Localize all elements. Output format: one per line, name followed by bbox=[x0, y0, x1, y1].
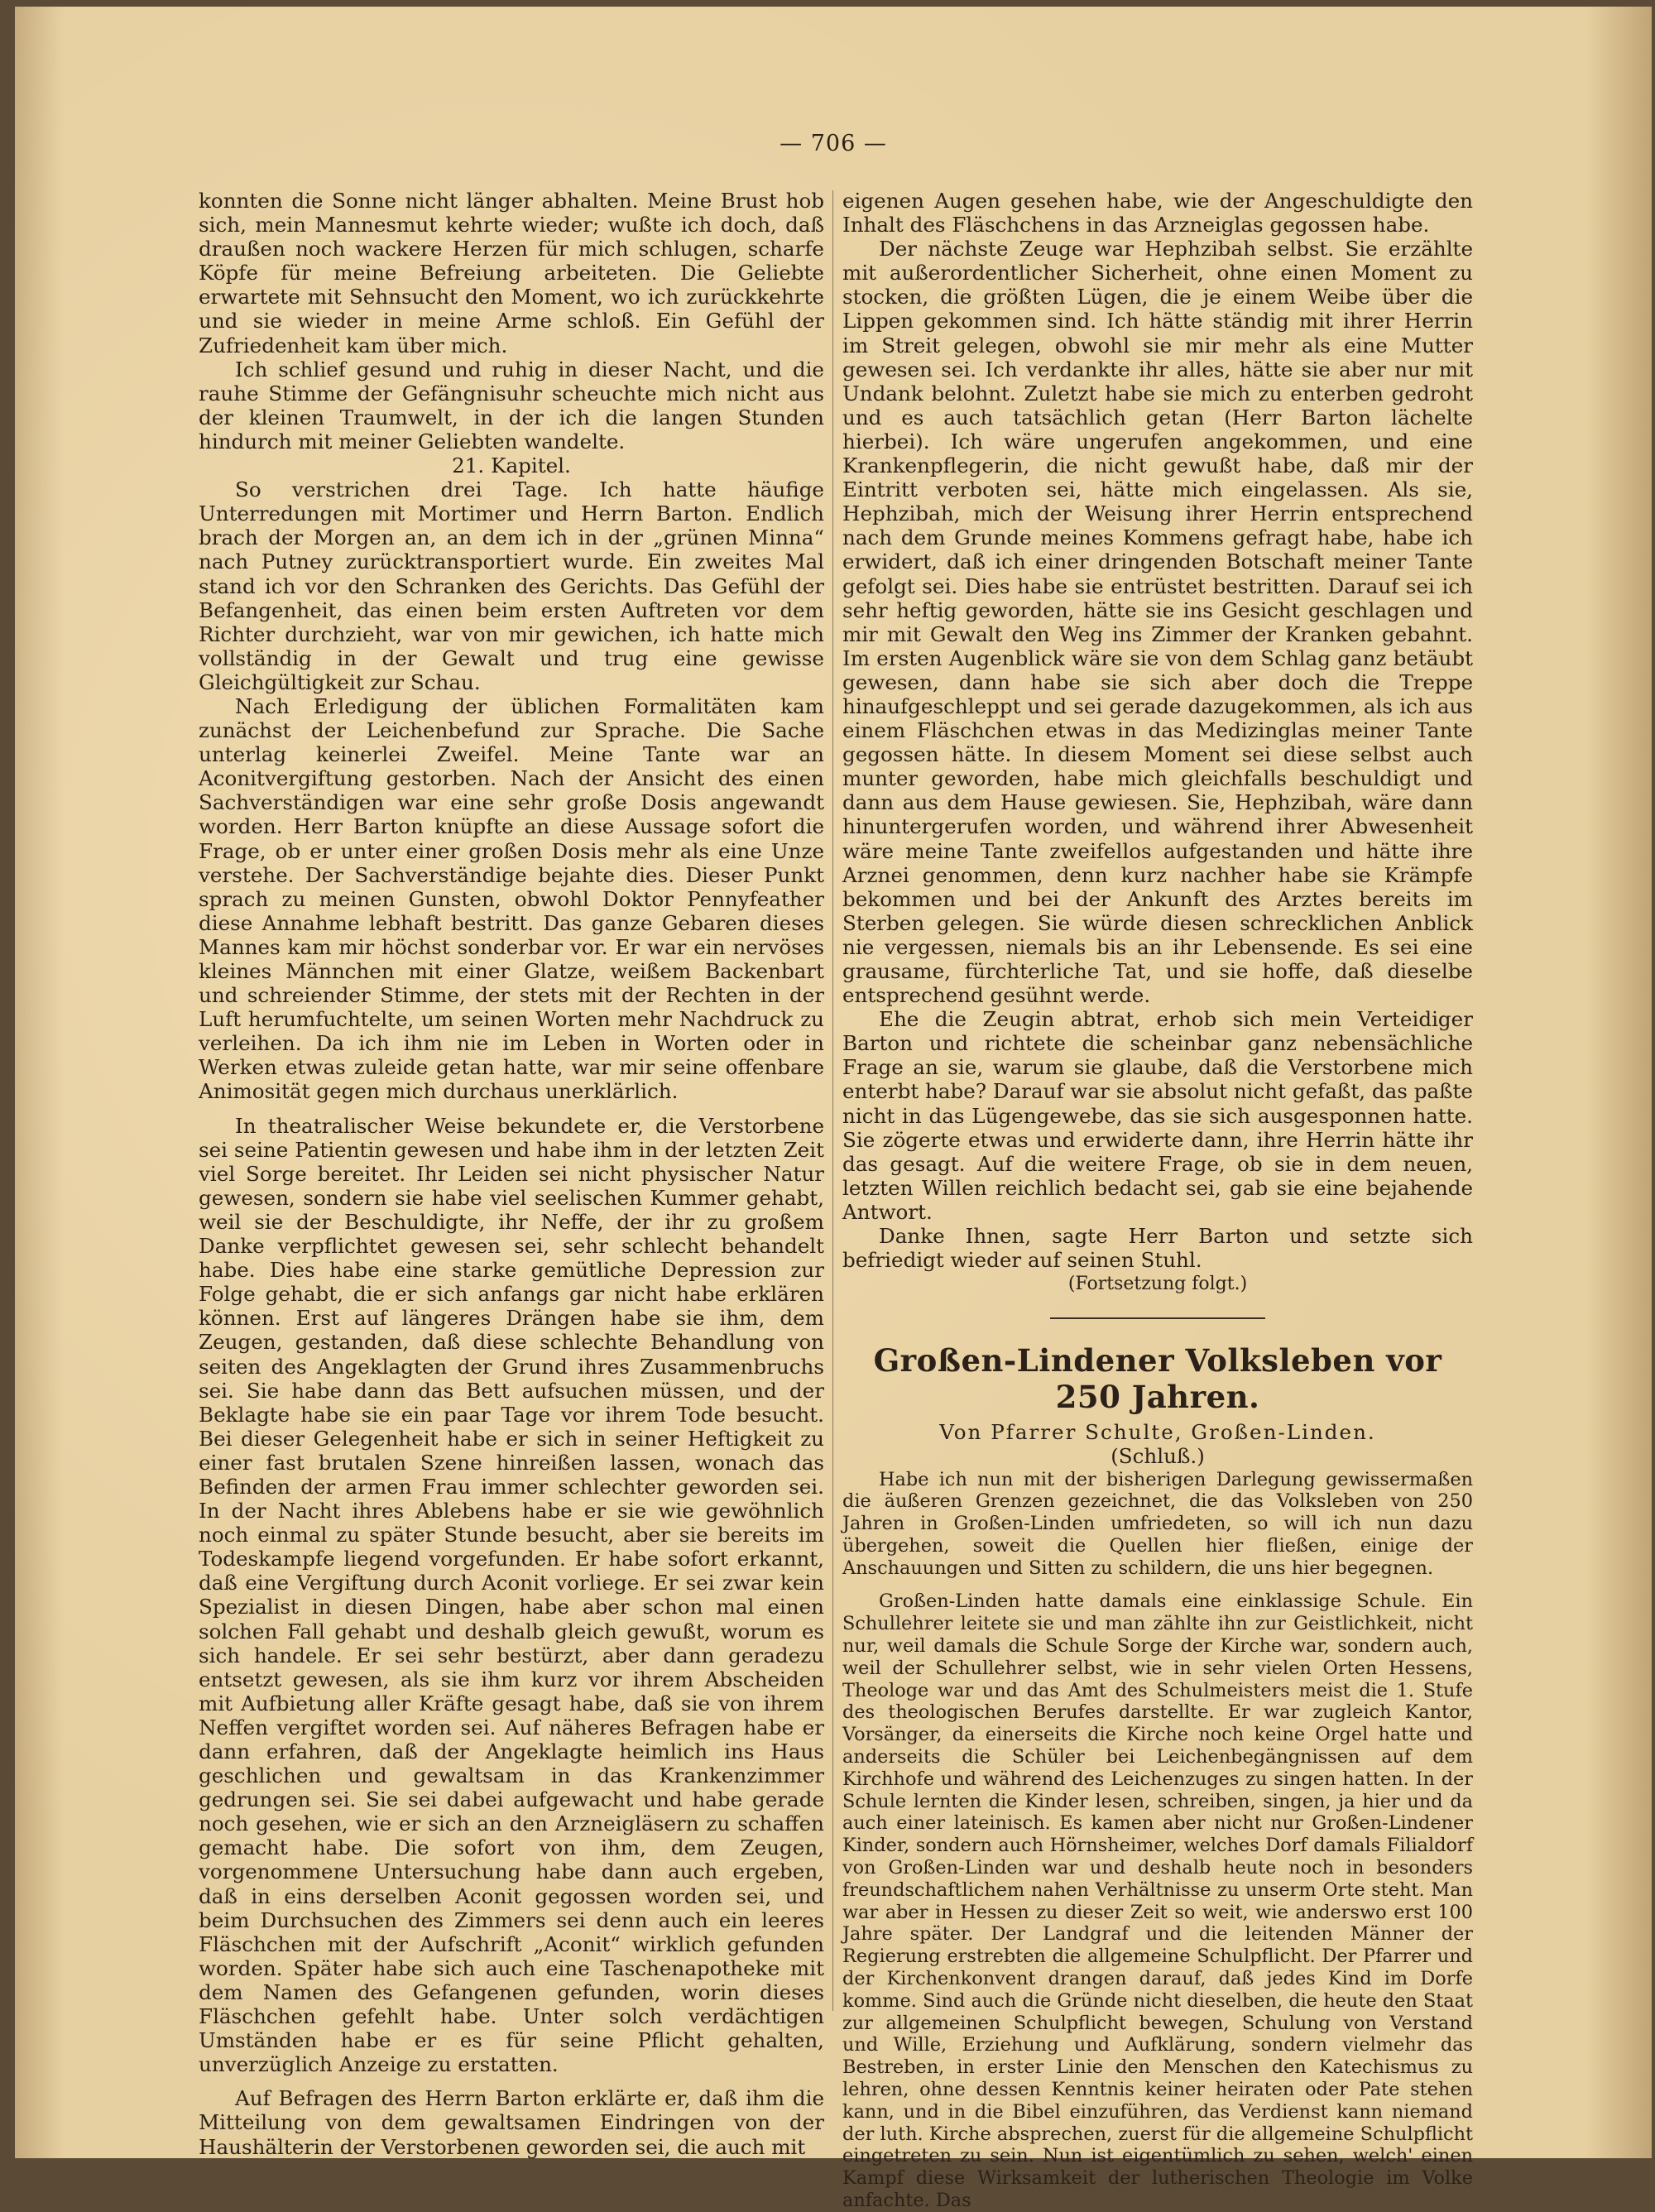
page-number: — 706 — bbox=[780, 131, 887, 156]
paragraph: So verstrichen drei Tage. Ich hatte häufige Unterredungen mit Mortimer und Herrn Barton. Endlich brach der Morgen an, an dem ich in der „grünen Minna“ nach Putney zurücktransportiert wurde. Ein zweites Mal stand ich vor den Schranken des Gerichts. Das Gefühl der Befangenheit, das einen beim ersten Auftreten vor dem Richter durchzieht, war von mir gewichen, ich hatte mich vollständig in der Gewalt und trug eine gewisse Gleichgültigkeit zur Schau. bbox=[199, 477, 824, 694]
left-column bbox=[199, 189, 824, 2159]
right-column bbox=[842, 189, 1473, 2212]
chapter-heading: 21. Kapitel. bbox=[452, 453, 571, 478]
article-byline: Von Pfarrer Schulte, Großen-Linden. bbox=[939, 1420, 1376, 1445]
paragraph: Großen-Linden hatte damals eine einklassige Schule. Ein Schullehrer leitete sie und man zählte ihn zur Geistlichkeit, nicht nur, weil damals die Schule Sorge der Kirche war, sondern auch, weil der Schullehrer selbst, wie in sehr vielen Orten Hessens, Theologe war und das Amt des Schulmeisters meist die 1. Stufe des theologischen Berufes darstellte. Er war zugleich Kantor, Vorsänger, da einerseits die Kirche noch keine Orgel hatte und anderseits die Schüler bei Leichenbegängnissen auf dem Kirchhofe und während des Leichenzuges zu singen hatten. In der Schule lernten die Kinder lesen, schreiben, singen, ja hier und da auch einer lateinisch. Es kamen aber nicht nur Großen-Lindener Kinder, sondern auch Hörnsheimer, welches Dorf damals Filialdorf von Großen-Linden war und deshalb heute noch in besonders freundschaftlichem nahen Verhältnisse zu unserm Orte steht. Man war aber in Hessen zu dieser Zeit so weit, wie anderswo erst 100 Jahre später. Der Landgraf und die leitenden Männer der Regierung erstrebten die allgemeine Schulpflicht. Der Pfarrer und der Kirchenkonvent drangen darauf, daß jedes Kind im Dorfe komme. Sind auch die Gründe nicht dieselben, die heute den Staat zur allgemeinen Schulpflicht bewegen, Schulung von Verstand und Wille, Erziehung und Aufklärung, sondern vielmehr das Bestreben, in erster Linie den Menschen den Katechismus zu lehren, ohne dessen Kenntnis keiner heiraten oder Pate stehen kann, und in die Bibel einzuführen, das Verdienst kann niemand der luth. Kirche absprechen, zuerst für die allgemeine Schulpflicht eingetreten zu sein. Nun ist eigentümlich zu sehen, welch' einen Kampf diese Wirksamkeit der lutherischen Theologie im Volke anfachte. Das bbox=[842, 1591, 1473, 2211]
article-title: Großen-Lindener Volksleben vor 250 Jahren. bbox=[873, 1342, 1442, 1416]
newspaper-page bbox=[15, 7, 1652, 2211]
paragraph: eigenen Augen gesehen habe, wie der Angeschuldigte den Inhalt des Fläschchens in das Arzneiglas gegossen habe. bbox=[842, 189, 1473, 238]
paragraph: Auf Befragen des Herrn Barton erklärte er, daß ihm die Mitteilung von dem gewaltsamen Eindringen von der Haushälterin der Verstorbenen geworden sei, die auch mit bbox=[199, 2086, 824, 2159]
paragraph: konnten die Sonne nicht länger abhalten. Meine Brust hob sich, mein Mannesmut kehrte wieder; wußte ich doch, daß draußen noch wackere Herzen für mich schlugen, scharfe Köpfe für meine Befreiung arbeiteten. Die Geliebte erwartete mit Sehnsucht den Moment, wo ich zurückkehrte und sie wieder in meine Arme schloß. Ein Gefühl der Zufriedenheit kam über mich. bbox=[199, 189, 824, 357]
paragraph: Der nächste Zeuge war Hephzibah selbst. Sie erzählte mit außerordentlicher Sicherheit, ohne einen Moment zu stocken, die größten Lügen, die je einem Weibe über die Lippen gekommen sind. Ich hätte ständig mit ihrer Herrin im Streit gelegen, obwohl sie mir mehr als eine Mutter gewesen sei. Ich verdankte ihr alles, hätte sie aber nur mit Undank belohnt. Zuletzt habe sie mich zu enterben gedroht und es auch tatsächlich getan (Herr Barton lächelte hierbei). Ich wäre ungerufen angekommen, und eine Krankenpflegerin, die nicht gewußt habe, daß mir der Eintritt verboten sei, hätte mich eingelassen. Als sie, Hephzibah, mich der Weisung ihrer Herrin entsprechend nach dem Grunde meines Kommens gefragt habe, habe ich erwidert, daß ich einer dringenden Botschaft meiner Tante gefolgt sei. Dies habe sie entrüstet bestritten. Darauf sei ich sehr heftig geworden, hätte sie ins Gesicht geschlagen und mir mit Gewalt den Weg ins Zimmer der Kranken gebahnt. Im ersten Augenblick wäre sie von dem Schlag ganz betäubt gewesen, dann habe sie sich aber doch die Treppe hinaufgeschleppt und sei gerade dazugekommen, als ich aus einem Fläschchen etwas in das Medizinglas meiner Tante gegossen hätte. In diesem Moment sei diese selbst auch munter geworden, habe mich gleichfalls beschuldigt und dann aus dem Hause gewiesen. Sie, Hephzibah, wäre dann hinuntergerufen worden, und während ihrer Abwesenheit wäre meine Tante zweifellos aufgestanden und hätte ihre Arznei genommen, denn kurz nachher habe sie Krämpfe bekommen und bei der Ankunft des Arztes bereits im Sterben gelegen. Sie würde diesen schrecklichen Anblick nie vergessen, niemals bis an ihr Lebensende. Es sei eine grausame, fürchterliche Tat, und sie hoffe, daß dieselbe entsprechend gesühnt werde. bbox=[842, 237, 1473, 1008]
column-divider bbox=[832, 190, 833, 2011]
paragraph: Danke Ihnen, sagte Herr Barton und setzte sich befriedigt wieder auf seinen Stuhl. bbox=[842, 1224, 1473, 1273]
paragraph: Ich schlief gesund und ruhig in dieser Nacht, und die rauhe Stimme der Gefängnisuhr scheuchte mich nicht aus der kleinen Traumwelt, in der ich die langen Stunden hindurch mit meiner Geliebten wandelte. bbox=[199, 357, 824, 453]
paragraph: Ehe die Zeugin abtrat, erhob sich mein Verteidiger Barton und richtete die scheinbar ganz nebensächliche Frage an sie, warum sie glaube, daß die Verstorbene mich enterbt habe? Darauf war sie absolut nicht gefaßt, das paßte nicht in das Lügengewebe, das sie sich ausgesponnen hatte. Sie zögerte etwas und erwiderte dann, ihre Herrin hätte ihr das gesagt. Auf die weitere Frage, ob sie in dem neuen, letzten Willen reichlich bedacht sei, gab sie eine bejahende Antwort. bbox=[842, 1007, 1473, 1224]
paragraph: In theatralischer Weise bekundete er, die Verstorbene sei seine Patientin gewesen und habe ihm in der letzten Zeit viel Sorge bereitet. Ihr Leiden sei nicht physischer Natur gewesen, sondern sie habe viel seelischen Kummer gehabt, weil sie der Beschuldigte, ihr Neffe, der ihr zu großem Danke verpflichtet gewesen sei, sehr schlecht behandelt habe. Dies habe eine starke gemütliche Depression zur Folge gehabt, die er sich anfangs gar nicht habe erklären können. Erst auf längeres Drängen habe sie ihm, dem Zeugen, gestanden, daß diese schlechte Behandlung von seiten des Angeklagten der Grund ihres Zusammenbruchs sei. Sie habe dann das Bett aufsuchen müssen, und der Beklagte habe sie ein paar Tage vor ihrem Tode besucht. Bei dieser Gelegenheit habe er sich in seiner Heftigkeit zu einer fast brutalen Szene hinreißen lassen, wonach das Befinden der armen Frau immer schlechter geworden sei. In der Nacht ihres Ablebens habe er sie wie gewöhnlich noch einmal zu später Stunde besucht, aber sie bereits im Todeskampfe liegend vorgefunden. Er habe sofort erkannt, daß eine Vergiftung durch Aconit vorliege. Er sei zwar kein Spezialist in diesen Dingen, habe aber schon mal einen solchen Fall gehabt und deshalb gleich gewußt, worum es sich handele. Er sei sehr bestürzt, aber dann geradezu entsetzt gewesen, als sie ihm kurz vor ihrem Abscheiden mit Aufbietung aller Kräfte gesagt habe, daß sie von ihrem Neffen vergiftet worden sei. Auf näheres Befragen habe er dann erfahren, daß der Angeklagte heimlich ins Haus geschlichen und gewaltsam in das Krankenzimmer gedrungen sei. Sie sei dabei aufgewacht und habe gerade noch gesehen, wie er sich an den Arzneigläsern zu schaffen gemacht habe. Die sofort von ihm, dem Zeugen, vorgenommene Untersuchung habe dann auch ergeben, daß in eins derselben Aconit gegossen worden sei, und beim Durchsuchen des Zimmers sei denn auch ein leeres Fläschchen mit der Aufschrift „Aconit“ wirklich gefunden worden. Später habe sich auch eine Taschenapotheke mit dem Namen des Gefangenen gefunden, worin dieses Fläschchen gefehlt habe. Unter solch verdächtigen Umständen habe er es für seine Pflicht gehalten, unverzüglich Anzeige zu erstatten. bbox=[199, 1113, 824, 2077]
article-body bbox=[842, 1469, 1473, 2212]
section-rule bbox=[1050, 1317, 1265, 1319]
paragraph: Habe ich nun mit der bisherigen Darlegung gewissermaßen die äußeren Grenzen gezeichnet, die das Volksleben von 250 Jahren in Großen-Linden umfriedeten, so will ich nun dazu übergehen, soweit die Quellen hier fließen, einige der Anschauungen und Sitten zu schildern, die uns hier begegnen. bbox=[842, 1468, 1473, 1579]
paragraph: Nach Erledigung der üblichen Formalitäten kam zunächst der Leichenbefund zur Sprache. Die Sache unterlag keinerlei Zweifel. Meine Tante war an Aconitvergiftung gestorben. Nach der Ansicht des einen Sachverständigen war eine sehr große Dosis angewandt worden. Herr Barton knüpfte an diese Aussage sofort die Frage, ob er unter einer großen Dosis mehr als eine Unze verstehe. Der Sachverständige bejahte dies. Dieser Punkt sprach zu meinen Gunsten, obwohl Doktor Pennyfeather diese Annahme lebhaft bestritt. Das ganze Gebaren dieses Mannes kam mir höchst sonderbar vor. Er war ein nervöses kleines Männchen mit einer Glatze, weißem Backenbart und schreiender Stimme, der stets mit der Rechten in der Luft herumfuchtelte, um seinen Worten mehr Nachdruck zu verleihen. Da ich ihm nie im Leben in Worten oder in Werken etwas zuleide getan hatte, war mir seine offenbare Animosität gegen mich durchaus unerklärlich. bbox=[199, 693, 824, 1104]
continuation-note: (Fortsetzung folgt.) bbox=[1067, 1274, 1248, 1295]
article-conclusion-note: (Schluß.) bbox=[1111, 1444, 1205, 1469]
